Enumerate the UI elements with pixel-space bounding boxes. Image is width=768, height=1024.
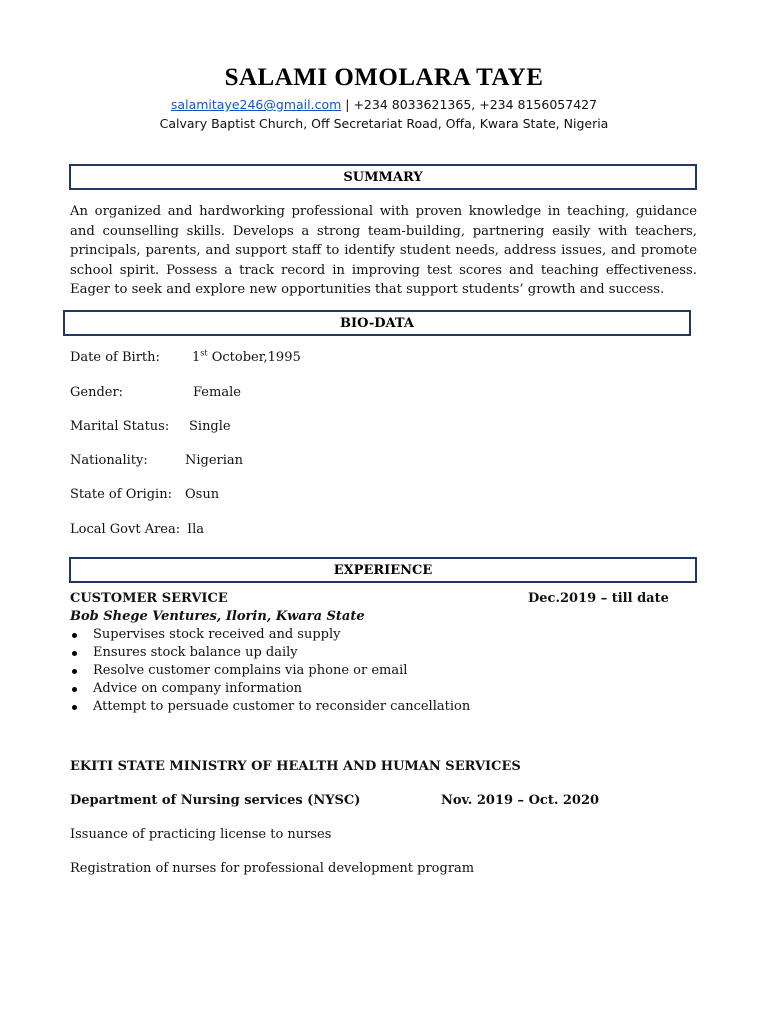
bio-row-nationality [70,453,244,468]
duty-item: Issuance of practicing license to nurses [70,827,332,842]
bio-row-origin [70,487,220,502]
list-item: Ensures stock balance up daily [70,644,470,662]
address: Calvary Baptist Church, Off Secretariat Road, Offa, Kwara State, Nigeria [159,116,609,131]
department-name: Department of Nursing services (NYSC) [70,793,361,808]
list-item: Resolve customer complains via phone or email [70,662,470,680]
gender-value: Female [193,385,241,400]
gender-label: Gender: [70,385,124,400]
marital-label: Marital Status: [70,419,170,434]
employer-name: EKITI STATE MINISTRY OF HEALTH AND HUMAN SERVICES [70,759,521,774]
job-title: CUSTOMER SERVICE [70,591,228,606]
bullet-icon [72,651,77,656]
summary-heading-label: SUMMARY [343,169,423,185]
biodata-heading-label: BIO-DATA [340,315,414,331]
phone-numbers: | +234 8033621365, +234 8156057427 [341,97,598,112]
nationality-value: Nigerian [185,453,244,468]
bullet-icon [72,705,77,710]
experience-heading [69,557,697,583]
bullet-icon [72,669,77,674]
summary-heading [69,164,697,190]
bullet-icon [72,687,77,692]
contact-line [0,97,768,112]
dob-value: 1st October,1995 [192,348,301,365]
email-link[interactable]: salamitaye246@gmail.com [170,97,342,112]
origin-value: Osun [185,487,220,502]
department-dates: Nov. 2019 – Oct. 2020 [441,793,600,808]
list-item: Supervises stock received and supply [70,626,470,644]
dob-label: Date of Birth: [70,350,160,365]
job-company: Bob Shege Ventures, Ilorin, Kwara State [70,609,365,624]
bullet-icon [72,633,77,638]
bio-row-lga [70,522,205,537]
job-dates: Dec.2019 – till date [528,591,669,606]
bio-row-dob [70,348,301,365]
biodata-heading [63,310,691,336]
bio-row-marital [70,419,231,434]
summary-paragraph: An organized and hardworking professional with proven knowledge in teaching, guidance and counselling skills. Develops a strong team-building, partnering easily with teachers, principals, parents, and support staff to identify student needs, address issues, and promote school spirit. Possess a track record in improving test scores and teaching effectiveness. Eager to seek and explore new opportunities that support students’ growth and success. [70,204,697,298]
list-item: Advice on company information [70,680,470,698]
marital-value: Single [189,419,231,434]
experience-heading-label: EXPERIENCE [333,562,433,578]
nationality-label: Nationality: [70,453,148,468]
duty-list [70,626,470,716]
list-item: Attempt to persuade customer to reconsider cancellation [70,698,470,716]
duty-item: Registration of nurses for professional development program [70,861,475,876]
resume-name: SALAMI OMOLARA TAYE [224,64,544,91]
origin-label: State of Origin: [70,487,172,502]
lga-label: Local Govt Area: [70,522,181,537]
bio-row-gender [70,385,241,400]
lga-value: Ila [187,522,205,537]
